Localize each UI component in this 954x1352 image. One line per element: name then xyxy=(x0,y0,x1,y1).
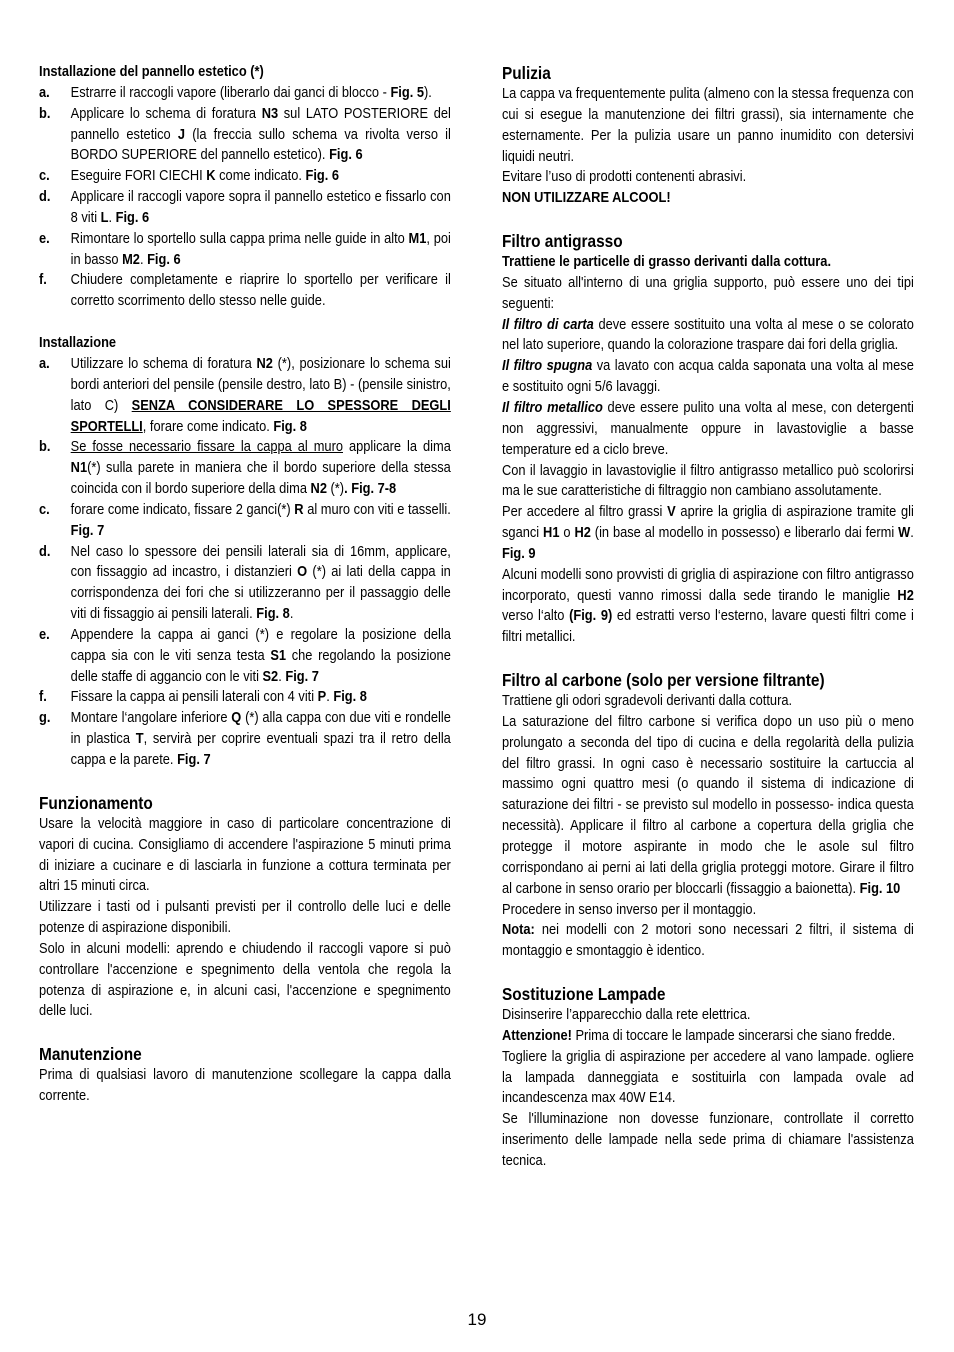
paragraph: Solo in alcuni modelli: aprendo e chiudendo il raccogli vapore si può controllare l'accenzione e spegnimento della ventola che regola la potenza di aspirazione e, in alcuni casi, l'accenzione e spegnimento delle luci. xyxy=(39,940,451,1020)
paragraph: Trattiene gli odori sgradevoli derivanti dalla cottura. xyxy=(502,693,793,710)
step-label: d. xyxy=(39,189,51,206)
step-item xyxy=(39,625,451,688)
paragraph: Il filtro di carta deve essere sostituito una volta al mese o se colorato nel lato superiore, quando la colorazione traspare dai fori della griglia. xyxy=(502,316,914,354)
step-text: Nel caso lo spessore dei pensili laterali sia di 16mm, applicare, con fissaggio ad incastro, i distanzieri O (*) ai lati della cappa in corrispondenza dei fori che si utilizzeranno per il passaggio delle viti di fissaggio ai pensili laterali. Fig. 8. xyxy=(70,543,451,623)
step-text: Se fosse necessario fissare la cappa al muro applicare la dima N1(*) sulla parete in maniera che il bordo superiore della stessa coincida con il bordo superiore della dima N2 (*). Fig. 7-8 xyxy=(70,439,451,498)
step-label: d. xyxy=(39,543,51,560)
step-text: Eseguire FORI CIECHI K come indicato. Fig. 6 xyxy=(70,168,340,185)
pulizia-heading: Pulizia xyxy=(502,63,551,83)
paragraph: Se situato all'interno di una griglia supporto, può essere uno dei tipi seguenti: xyxy=(502,274,914,312)
step-label: e. xyxy=(39,230,50,247)
funzionamento-heading: Funzionamento xyxy=(39,792,153,813)
step-label: a. xyxy=(39,355,50,372)
step-label: f. xyxy=(39,689,47,706)
pulizia-body xyxy=(502,84,914,188)
step-item xyxy=(39,708,451,771)
paragraph: Se l'illuminazione non dovesse funzionare, controllate il corretto inserimento delle lampade nella sede prima di chiamare l'assistenza tecnica. xyxy=(502,1111,914,1169)
antigrasso-heading: Filtro antigrasso xyxy=(502,231,623,252)
pannello-steps xyxy=(39,83,451,312)
paragraph: Il filtro metallico deve essere pulito una volta al mese, con detergenti non aggressivi, manualmente oppure in lavastoviglie a basse temperature ed a ciclo breve. xyxy=(502,399,914,458)
paragraph: La saturazione del filtro carbone si verifica dopo un uso più o meno prolungato a seconda del tipo di cucina e della regolarità della pulizia del filtro grassi. In ogni caso è necessario sostituire la cartuccia al massimo ogni quattro mesi (o quando il sistema di indicazione di saturazione dei filtri - se previsto sul modello in possesso- indica questa necessità). Applicare il filtro al carbone a copertura della griglia che protegge il motore aspirante in modo che le asole sul filtro corrispondano ai perni ai lati della griglia proteggi motore. Girare il filtro al carbone in senso orario per bloccarli (fissaggio a baionetta). Fig. 10 xyxy=(502,713,914,897)
lampade-heading: Sostituzione Lampade xyxy=(502,984,666,1005)
paragraph: Il filtro spugna va lavato con acqua calda saponata una volta al mese e sostituito ogni 5/6 lavaggi. xyxy=(502,358,914,396)
step-label: e. xyxy=(39,626,50,643)
step-item xyxy=(39,542,451,625)
step-text: Estrarre il raccogli vapore (liberarlo dai ganci di blocco - Fig. 5). xyxy=(70,84,432,101)
step-label: f. xyxy=(39,272,47,289)
step-item xyxy=(39,687,451,708)
paragraph: Utilizzare i tasti od i pulsanti previsti per il controllo delle luci e delle potenze di aspirazione disponibili. xyxy=(39,899,451,937)
step-label: c. xyxy=(39,501,50,518)
lampade-body xyxy=(502,1005,914,1172)
antigrasso-body xyxy=(502,273,914,648)
step-label: b. xyxy=(39,439,51,456)
paragraph: Attenzione! Prima di toccare le lampade sincerarsi che siano fredde. xyxy=(502,1027,896,1044)
paragraph: Procedere in senso inverso per il montaggio. xyxy=(502,901,757,918)
step-item xyxy=(39,187,451,229)
paragraph: Con il lavaggio in lavastoviglie il filtro antigrasso metallico può scolorirsi ma le sue caratteristiche di filtraggio non cambiano assolutamente. xyxy=(502,462,914,500)
step-item xyxy=(39,104,451,167)
antigrasso-subtitle: Trattiene le particelle di grasso derivanti dalla cottura. xyxy=(502,254,832,271)
manutenzione-heading: Manutenzione xyxy=(39,1044,142,1065)
paragraph: Disinserire l’apparecchio dalla rete elettrica. xyxy=(502,1007,751,1024)
step-item xyxy=(39,83,451,104)
step-item xyxy=(39,166,451,187)
installazione-steps xyxy=(39,354,451,771)
step-item xyxy=(39,437,451,500)
step-text: Appendere la cappa ai ganci (*) e regolare la posizione della cappa sia con le viti senza testa S1 che regolando la posizione delle staffe di aggancio con le viti S2. Fig. 7 xyxy=(70,626,451,685)
paragraph: Usare la velocità maggiore in caso di particolare concentrazione di vapori di cucina. Consigliamo di accendere l'aspirazione 5 minuti prima di iniziare a cucinare e di lasciarla in funzione a cottura terminata per altri 15 minuti circa. xyxy=(39,815,451,895)
step-text: Applicare il raccogli vapore sopra il pannello estetico e fissarlo con 8 viti L. Fig. 6 xyxy=(70,189,451,226)
step-text: forare come indicato, fissare 2 ganci(*) R al muro con viti e tasselli. Fig. 7 xyxy=(70,501,451,539)
paragraph: La cappa va frequentemente pulita (almeno con la stessa frequenza con cui si esegue la manutenzione dei filtri grassi), sia internamente che esternamente. Per la pulizia usare un panno inumidito con detersivi liquidi neutri. xyxy=(502,86,914,165)
installazione-heading: Installazione xyxy=(39,335,117,352)
step-text: Rimontare lo sportello sulla cappa prima nelle guide in alto M1, poi in basso M2. Fig. 6 xyxy=(70,230,451,268)
page-number: 19 xyxy=(467,1310,487,1329)
step-text: Fissare la cappa ai pensili laterali con 4 viti P. Fig. 8 xyxy=(70,689,367,706)
step-label: a. xyxy=(39,84,50,101)
paragraph: Per accedere al filtro grassi V aprire la griglia di aspirazione tramite gli sganci H1 o H2 (in base al modello in possesso) e liberarlo dai fermi W. Fig. 9 xyxy=(502,504,914,562)
left-column xyxy=(39,62,451,1107)
step-text: Chiudere completamente e riaprire lo sportello per verificare il corretto scorrimento dello stesso nelle guide. xyxy=(70,272,451,310)
step-item xyxy=(39,270,451,312)
carbone-heading: Filtro al carbone (solo per versione filtrante) xyxy=(502,670,825,691)
manutenzione-text: Prima di qualsiasi lavoro di manutenzione scollegare la cappa dalla corrente. xyxy=(39,1067,451,1105)
paragraph: Nota: nei modelli con 2 motori sono necessari 2 filtri, il sistema di montaggio e smontaggio è identico. xyxy=(502,922,914,960)
funzionamento-body xyxy=(39,814,451,1022)
step-label: b. xyxy=(39,105,51,122)
step-label: g. xyxy=(39,710,51,727)
step-item xyxy=(39,229,451,271)
pulizia-warning: NON UTILIZZARE ALCOOL! xyxy=(502,190,671,207)
pannello-heading: Installazione del pannello estetico (*) xyxy=(39,64,264,80)
step-item xyxy=(39,500,451,542)
step-text: Utilizzare lo schema di foratura N2 (*), posizionare lo schema sui bordi anteriori del pensile (pensile destro, lato B) - (pensile sinistro, lato C) SENZA CONSIDERARE LO SPESSORE DEGLI SPORTELLI, forare come indicato. Fig. 8 xyxy=(70,355,451,435)
paragraph: Togliere la griglia di aspirazione per accedere al vano lampade. ogliere la lampada danneggiata e sostituirla con lampada ovale ad incandescenza max 40W E14. xyxy=(502,1048,914,1107)
step-label: c. xyxy=(39,168,50,185)
paragraph: Evitare l’uso di prodotti contenenti abrasivi. xyxy=(502,169,747,186)
step-text: Applicare lo schema di foratura N3 sul LATO POSTERIORE del pannello estetico J (la freccia sullo schema va rivolta verso il BORDO SUPERIORE del pannello estetico). Fig. 6 xyxy=(70,105,451,164)
right-column xyxy=(502,62,914,1172)
carbone-body xyxy=(502,691,914,962)
step-item xyxy=(39,354,451,437)
step-text: Montare l‘angolare inferiore Q (*) alla cappa con due viti e rondelle in plastica T, servirà per coprire eventuali spazi tra il retro della cappa e la parete. Fig. 7 xyxy=(70,710,451,768)
paragraph: Alcuni modelli sono provvisti di griglia di aspirazione con filtro antigrasso incorporato, questi vanno rimossi dalla sede tirando le maniglie H2 verso l‘alto (Fig. 9) ed estratti verso l‘esterno, lavare questi filtri come i filtri metallici. xyxy=(502,566,914,646)
